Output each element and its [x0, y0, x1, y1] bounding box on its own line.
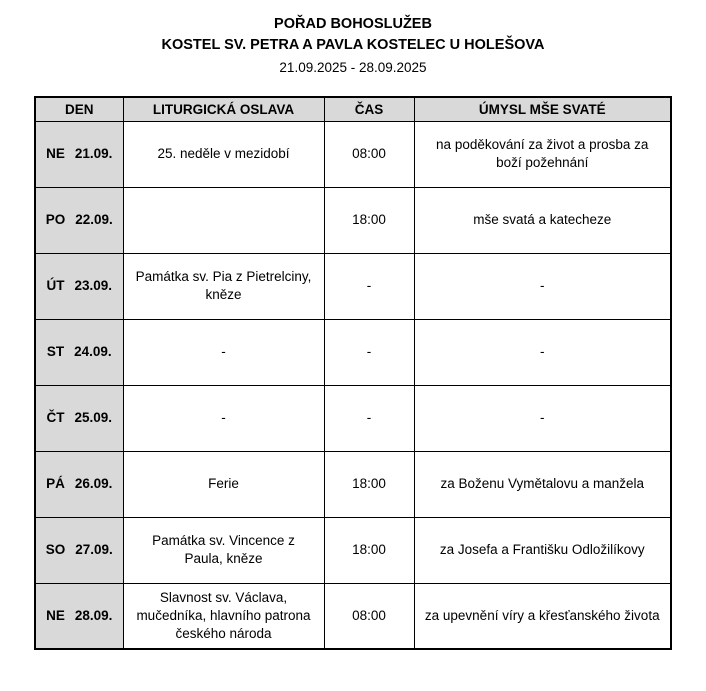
day-abbrev: PÁ	[46, 476, 65, 492]
day-abbrev: NE	[46, 146, 65, 162]
day-date: 24.09.	[74, 344, 112, 360]
day-date: 21.09.	[74, 146, 113, 162]
day-cell	[35, 253, 123, 319]
time-cell: -	[324, 385, 414, 451]
day-cell	[35, 517, 123, 583]
page-subtitle: KOSTEL SV. PETRA A PAVLA KOSTELEC U HOLEŠOVA	[161, 37, 545, 54]
time-cell: 08:00	[324, 121, 414, 187]
date-range: 21.09.2025 - 28.09.2025	[279, 60, 427, 76]
day-date: 27.09.	[75, 542, 113, 558]
day-date: 28.09.	[74, 607, 113, 623]
celebration-cell: -	[123, 319, 324, 385]
column-header-time: ČAS	[324, 97, 414, 121]
time-cell: 18:00	[324, 517, 414, 583]
celebration-cell: -	[123, 385, 324, 451]
intention-cell: na poděkování za život a prosba za boží požehnání	[414, 121, 671, 187]
intention-cell: mše svatá a katecheze	[414, 187, 671, 253]
day-cell	[35, 451, 123, 517]
celebration-cell: Ferie	[123, 451, 324, 517]
table-row	[35, 253, 671, 319]
intention-cell: -	[414, 253, 671, 319]
day-date: 23.09.	[74, 278, 113, 294]
mass-schedule-table	[34, 96, 672, 650]
time-cell: 08:00	[324, 583, 414, 649]
table-header-row	[35, 97, 671, 121]
table-row	[35, 451, 671, 517]
day-abbrev: ÚT	[46, 278, 65, 294]
table-row	[35, 517, 671, 583]
table-row	[35, 319, 671, 385]
intention-cell: za Josefa a Františku Odložilíkovy	[414, 517, 671, 583]
column-header-day: DEN	[35, 97, 123, 121]
day-abbrev: SO	[45, 542, 66, 558]
table-row	[35, 187, 671, 253]
time-cell: -	[324, 253, 414, 319]
table-row	[35, 583, 671, 649]
intention-cell: za Boženu Vymětalovu a manžela	[414, 451, 671, 517]
celebration-cell: Památka sv. Vincence z Paula, kněze	[123, 517, 324, 583]
column-header-intention: ÚMYSL MŠE SVATÉ	[414, 97, 671, 121]
intention-cell: -	[414, 385, 671, 451]
celebration-cell: Slavnost sv. Václava, mučedníka, hlavního patrona českého národa	[123, 583, 324, 649]
document-header	[0, 14, 706, 78]
intention-cell: -	[414, 319, 671, 385]
page-title: POŘAD BOHOSLUŽEB	[274, 16, 432, 32]
day-date: 26.09.	[74, 476, 113, 492]
celebration-cell: 25. neděle v mezidobí	[123, 121, 324, 187]
day-cell	[35, 187, 123, 253]
day-cell	[35, 385, 123, 451]
celebration-cell: Památka sv. Pia z Pietrelciny, kněze	[123, 253, 324, 319]
table-row	[35, 385, 671, 451]
day-cell	[35, 583, 123, 649]
day-cell	[35, 319, 123, 385]
day-date: 25.09.	[74, 410, 113, 426]
day-abbrev: PO	[45, 212, 66, 228]
day-abbrev: ČT	[46, 410, 65, 426]
time-cell: -	[324, 319, 414, 385]
day-date: 22.09.	[75, 212, 113, 228]
intention-cell: za upevnění víry a křesťanského života	[414, 583, 671, 649]
table-row	[35, 121, 671, 187]
day-abbrev: NE	[46, 607, 65, 623]
day-cell	[35, 121, 123, 187]
time-cell: 18:00	[324, 451, 414, 517]
time-cell: 18:00	[324, 187, 414, 253]
day-abbrev: ST	[46, 344, 65, 360]
column-header-celebration: LITURGICKÁ OSLAVA	[123, 97, 324, 121]
celebration-cell	[123, 187, 324, 253]
